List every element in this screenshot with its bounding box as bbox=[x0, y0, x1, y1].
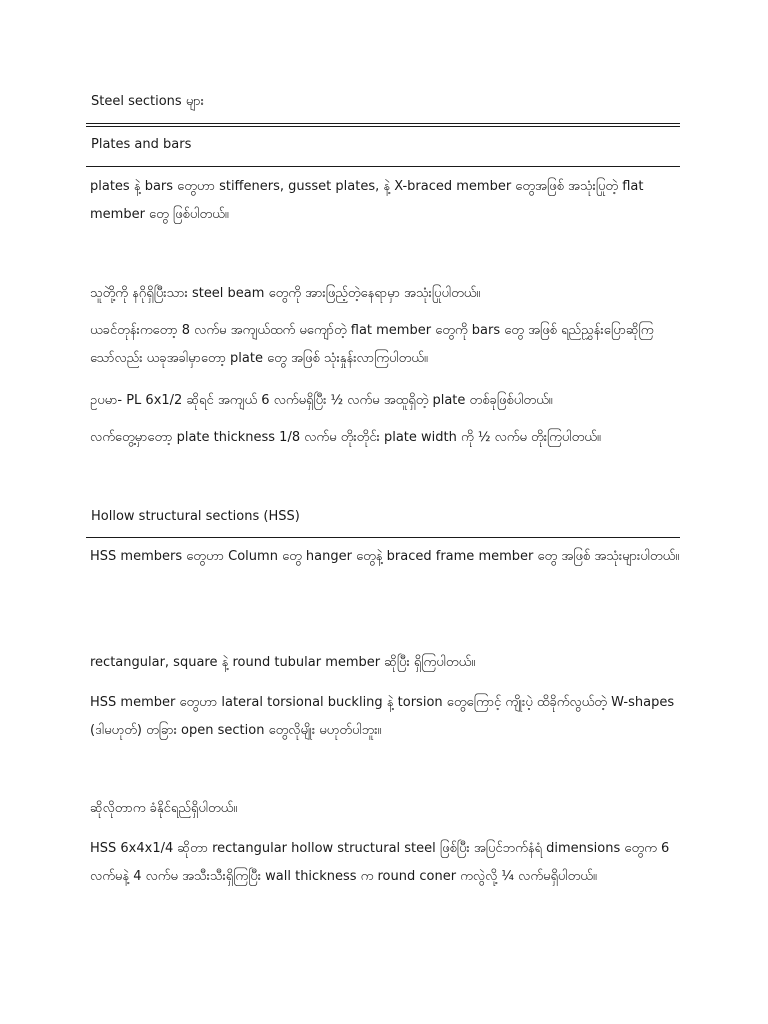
plates-paragraph-history: ယခင်တုန်းကတော့ 8 လက်မ အကျယ်ထက် မကျော်တဲ့ flat member တွေကို bars တွေ အဖြစ် ရည်ညွှန်းပြောဆိုကြသော်လည်း ယခုအခါမှာတော့ plate တွေ အဖြစ် သုံးနှုန်းလာကြပါတယ်။ bbox=[90, 323, 654, 366]
hss-section-divider bbox=[86, 537, 680, 538]
document-title: Steel sections များ bbox=[91, 94, 204, 109]
hss-section-heading: Hollow structural sections (HSS) bbox=[91, 509, 300, 524]
title-divider-bottom bbox=[86, 126, 680, 127]
hss-paragraph-intro: HSS members တွေဟာ Column တွေ hanger တွေနဲ့ braced frame member တွေ အဖြစ် အသုံးများပါတယ်။ bbox=[90, 549, 680, 564]
plates-section-divider bbox=[86, 166, 680, 167]
hss-paragraph-resistance: ဆိုလိုတာက ခံနိုင်ရည်ရှိပါတယ်။ bbox=[90, 801, 238, 816]
hss-paragraph-types: rectangular, square နဲ့ round tubular member ဆိုပြီး ရှိကြပါတယ်။ bbox=[90, 655, 476, 670]
hss-paragraph-dimensions: HSS 6x4x1/4 ဆိုတာ rectangular hollow structural steel ဖြစ်ပြီး အပြင်ဘက်နံရံ dimensions တွေက 6 လက်မနဲ့ 4 လက်မ အသီးသီးရှိကြပြီး wall thickness က round coner ကလွဲလို့ ¼ လက်မရှိပါတယ်။ bbox=[90, 841, 670, 884]
title-divider-top bbox=[86, 123, 680, 124]
plates-paragraph-intro: plates နဲ့ bars တွေဟာ stiffeners, gusset plates, နဲ့ X-braced member တွေအဖြစ် အသုံးပြုတဲ့ flat member တွေ ဖြစ်ပါတယ်။ bbox=[90, 179, 644, 222]
plates-section-heading: Plates and bars bbox=[91, 137, 192, 152]
hss-paragraph-buckling: HSS member တွေဟာ lateral torsional buckling နဲ့ torsion တွေကြောင့် ကျိုးပဲ့ ထိခိုက်လွယ်တဲ့ W-shapes (ဒါမဟုတ်) တခြား open section တွေလိုမျိုး မဟုတ်ပါဘူး။ bbox=[90, 695, 675, 738]
plates-paragraph-usage: သူတိုဲ့ကို နဂိုရှိပြီးသား steel beam တွေကို အားဖြည့်တဲ့နေရာမှာ အသုံးပြုပါတယ်။ bbox=[90, 286, 481, 301]
plates-paragraph-practice: လက်တွေ့မှာတော့ plate thickness 1/8 လက်မ တိုးတိုင်း plate width ကို ½ လက်မ တိုးကြပါတယ်။ bbox=[90, 430, 601, 445]
plates-paragraph-example: ဥပမာ- PL 6x1/2 ဆိုရင် အကျယ် 6 လက်မရှိပြီး ½ လက်မ အထူရှိတဲ့ plate တစ်ခုဖြစ်ပါတယ်။ bbox=[90, 393, 553, 408]
